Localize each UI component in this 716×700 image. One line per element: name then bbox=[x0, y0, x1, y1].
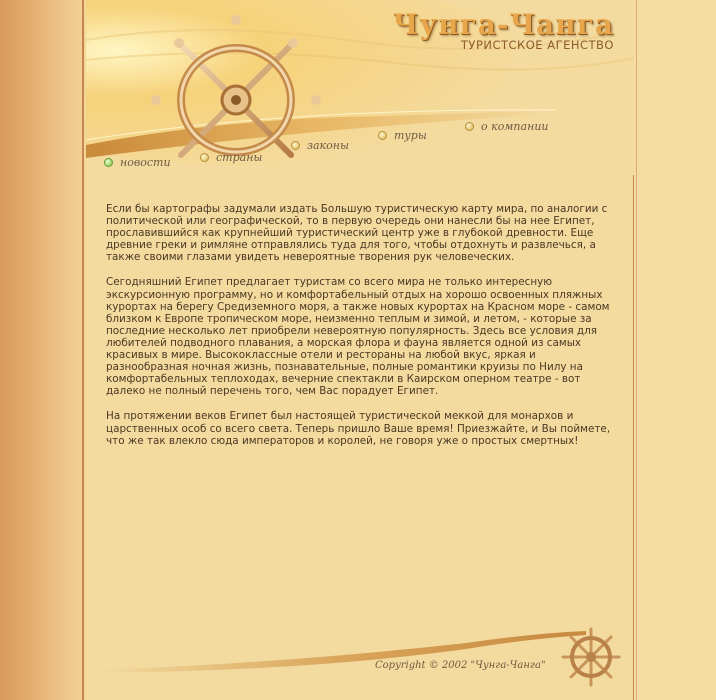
nav-item-laws[interactable] bbox=[291, 139, 349, 152]
bullet-icon bbox=[465, 122, 474, 131]
nav-item-about[interactable] bbox=[465, 120, 549, 133]
nav-item-label: туры bbox=[394, 129, 427, 142]
article-paragraph: Сегодняшний Египет предлагает туристам со всего мира не только интересную экскурсионную программу, но и комфортабельный отдых на хорошо освоенных пляжных курортах на берегу Средиземного моря, а также новых курортах на Красном море - самом близком к Европе тропическом море, неизменно теплым и зимой, и летом, - которые за последние несколько лет приобрели невероятную популярность. Здесь все условия для любителей подводного плавания, а морская флора и фауна является одной из самых красивых в мире. Высококлассные отели и рестораны на любой вкус, яркая и разнообразная ночная жизнь, познавательные, полные романтики круизы по Нилу на комфортабельных теплоходах, вечерние спектакли в Каирском оперном театре - вот далеко не полный перечень того, чем Вас порадует Египет. bbox=[106, 276, 610, 398]
article-paragraph: Если бы картографы задумали издать Большую туристическую карту мира, по аналогии с политической или географической, то в первую очередь они нанесли бы на нее Египет, прославившийся как крупнейший туристический центр уже в глубокой древности. Еще древние греки и римляне отправлялись туда для того, чтобы отдохнуть и развлечься, а также своими глазами увидеть невероятные творения рук человеческих. bbox=[106, 203, 608, 264]
nav-item-label: законы bbox=[307, 139, 349, 152]
nav-item-news[interactable] bbox=[104, 156, 171, 169]
nav-item-label: о компании bbox=[481, 120, 549, 133]
copyright-text: Copyright © 2002 "Чунга-Чанга" bbox=[375, 660, 546, 671]
ship-wheel-icon bbox=[563, 629, 619, 685]
nav-item-countries[interactable] bbox=[200, 151, 262, 164]
right-decorative-panel bbox=[634, 0, 716, 700]
nav-item-label: страны bbox=[216, 151, 263, 164]
nav-item-tours[interactable] bbox=[378, 129, 427, 142]
header-banner bbox=[86, 0, 634, 175]
nav-item-label: новости bbox=[120, 156, 171, 169]
bullet-icon bbox=[200, 153, 209, 162]
brand-subtitle: ТУРИСТСКОЕ АГЕНСТВО bbox=[460, 38, 614, 52]
brand-title: Чунга-Чанга bbox=[392, 8, 614, 41]
bullet-icon bbox=[378, 131, 387, 140]
right-border-line-inner bbox=[636, 0, 637, 700]
footer-decoration bbox=[86, 615, 634, 700]
article-paragraph: На протяжении веков Египет был настоящей туристической меккой для монархов и царственных особ со всего света. Теперь пришло Ваше время! Приезжайте, и Вы поймете, что же так влекло сюда императоров и королей, не говоря уже о простых смертных! bbox=[106, 410, 611, 447]
article-body bbox=[106, 203, 616, 460]
bullet-icon bbox=[104, 158, 113, 167]
left-decorative-stripe bbox=[0, 0, 84, 700]
bullet-icon bbox=[291, 141, 300, 150]
